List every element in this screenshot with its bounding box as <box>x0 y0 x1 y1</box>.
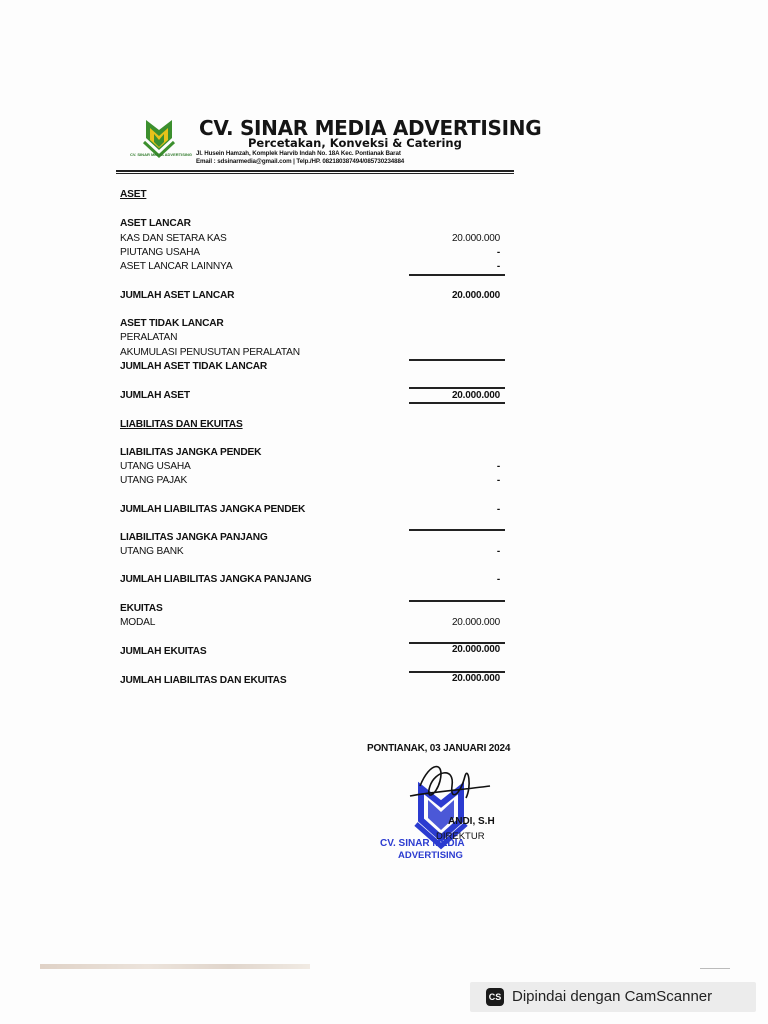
line-item: AKUMULASI PENUSUTAN PERALATAN <box>120 347 300 358</box>
letterhead-divider <box>116 170 514 172</box>
assets-heading: ASET <box>120 189 147 200</box>
line-item: UTANG BANK - <box>120 546 500 557</box>
company-contact: Email : sdsinarmedia@gmail.com | Telp./HP. 082180387494/085730234884 <box>196 158 405 165</box>
liab-equity-heading: LIABILITAS DAN EKUITAS <box>120 419 243 430</box>
total-row: JUMLAH LIABILITAS DAN EKUITAS 20.000.000 <box>120 673 500 686</box>
line-item: ASET LANCAR LAINNYA - <box>120 261 500 272</box>
handwritten-signature-icon <box>400 756 500 816</box>
noncurrent-assets-heading: ASET TIDAK LANCAR <box>120 318 224 329</box>
total-rule <box>409 402 505 404</box>
watermark-text: Dipindai dengan CamScanner <box>512 988 713 1005</box>
line-item: PERALATAN <box>120 332 178 343</box>
total-row: JUMLAH LIABILITAS JANGKA PANJANG - <box>120 574 500 585</box>
line-item: UTANG USAHA - <box>120 461 500 472</box>
subtotal-rule <box>409 274 505 276</box>
signatory-title: DIREKTUR <box>436 831 485 842</box>
line-item: KAS DAN SETARA KAS 20.000.000 <box>120 233 500 244</box>
total-row: JUMLAH EKUITAS 20.000.000 <box>120 644 500 657</box>
total-row: JUMLAH ASET TIDAK LANCAR <box>120 361 268 372</box>
camscanner-icon: CS <box>486 988 504 1006</box>
letterhead-divider-thin <box>116 173 514 174</box>
company-tagline: Percetakan, Konveksi & Catering <box>248 136 462 150</box>
total-row: JUMLAH LIABILITAS JANGKA PENDEK - <box>120 504 500 515</box>
total-row: JUMLAH ASET 20.000.000 <box>120 390 500 401</box>
short-liab-heading: LIABILITAS JANGKA PENDEK <box>120 447 262 458</box>
scan-edge-artifact <box>40 964 310 969</box>
stamp-text: CV. SINAR MEDIA <box>380 838 465 849</box>
total-row: JUMLAH ASET LANCAR 20.000.000 <box>120 290 500 301</box>
signatory-name: ANDI, S.H <box>448 816 495 827</box>
line-item: MODAL 20.000.000 <box>120 617 500 628</box>
company-address: Jl. Husein Hamzah, Komplek Harvib Indah No. 18A Kec. Pontianak Barat <box>196 150 401 157</box>
scan-edge-artifact <box>700 968 730 969</box>
line-item: UTANG PAJAK - <box>120 475 500 486</box>
equity-heading: EKUITAS <box>120 603 163 614</box>
long-liab-heading: LIABILITAS JANGKA PANJANG <box>120 532 268 543</box>
stamp-text: ADVERTISING <box>398 850 463 861</box>
line-item: PIUTANG USAHA - <box>120 247 500 258</box>
company-name: CV. SINAR MEDIA ADVERTISING <box>199 116 542 140</box>
logo-caption: CV. SINAR MEDIA ADVERTISING <box>129 152 192 157</box>
place-date: PONTIANAK, 03 JANUARI 2024 <box>367 743 511 754</box>
camscanner-watermark <box>470 982 756 1012</box>
current-assets-heading: ASET LANCAR <box>120 218 191 229</box>
